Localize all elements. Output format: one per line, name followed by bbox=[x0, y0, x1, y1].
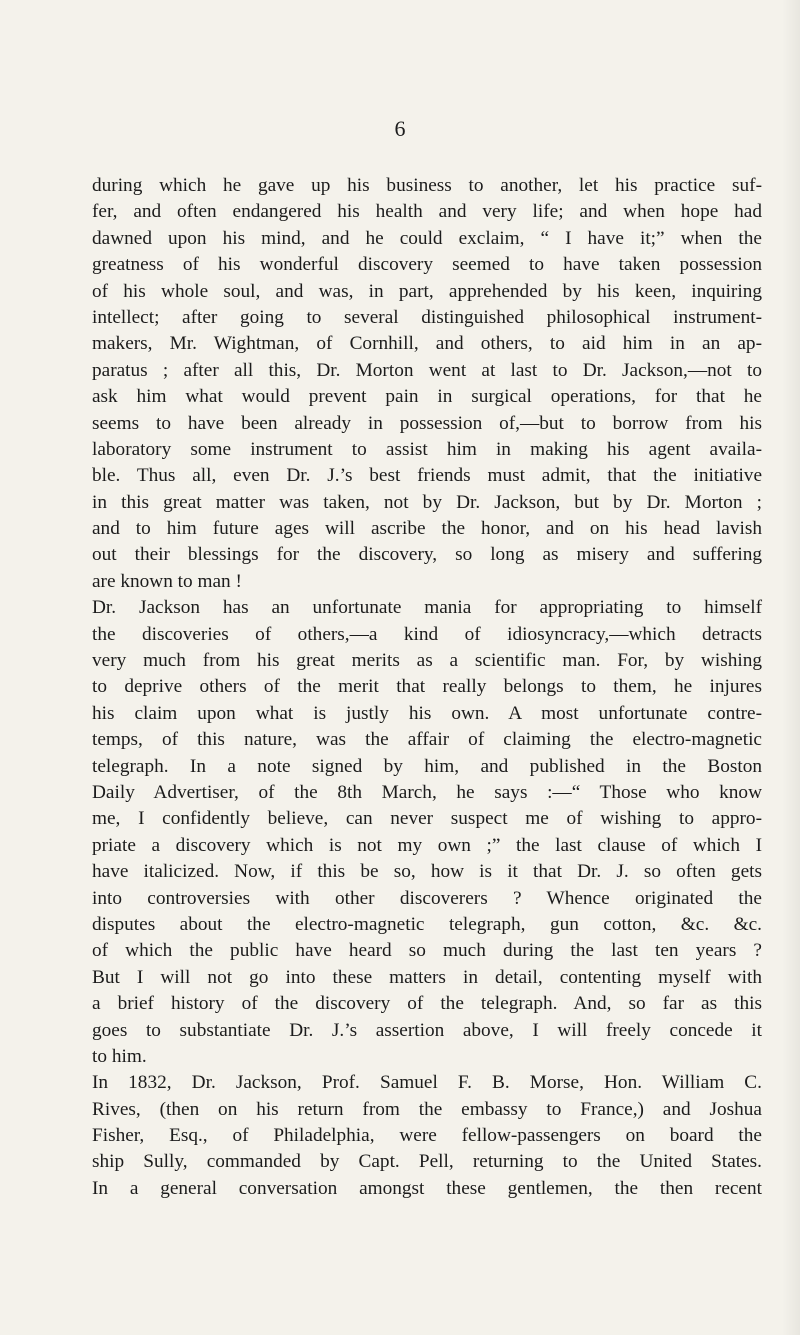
text-line: are known to man ! bbox=[92, 570, 242, 592]
text-line: Dr. Jackson has an unfortunate mania for appropriating to himself bbox=[92, 597, 762, 619]
text-line: his claim upon what is justly his own. A most unfortunate contre- bbox=[92, 702, 762, 724]
text-line: ble. Thus all, even Dr. J.’s best friends must admit, that the initiative bbox=[92, 465, 762, 487]
text-line: In 1832, Dr. Jackson, Prof. Samuel F. B. Morse, Hon. William C. bbox=[92, 1072, 762, 1094]
text-line: paratus ; after all this, Dr. Morton went at last to Dr. Jackson,—not to bbox=[92, 359, 762, 381]
body-text bbox=[92, 173, 762, 1202]
text-line: In a general conversation amongst these gentlemen, the then recent bbox=[92, 1177, 762, 1199]
text-line: out their blessings for the discovery, so long as misery and suffering bbox=[92, 544, 762, 566]
text-line: into controversies with other discoverers ? Whence originated the bbox=[92, 887, 762, 909]
text-line: goes to substantiate Dr. J.’s assertion above, I will freely concede it bbox=[92, 1019, 762, 1041]
page-edge-shadow bbox=[782, 0, 800, 1335]
text-line: ship Sully, commanded by Capt. Pell, returning to the United States. bbox=[92, 1151, 762, 1173]
text-line: to deprive others of the merit that really belongs to them, he injures bbox=[92, 676, 762, 698]
text-line: a brief history of the discovery of the telegraph. And, so far as this bbox=[92, 993, 762, 1015]
text-line: telegraph. In a note signed by him, and published in the Boston bbox=[92, 755, 762, 777]
text-line: and to him future ages will ascribe the honor, and on his head lavish bbox=[92, 518, 762, 540]
text-line: of his whole soul, and was, in part, apprehended by his keen, inquiring bbox=[92, 280, 762, 302]
text-line: Daily Advertiser, of the 8th March, he says :—“ Those who know bbox=[92, 781, 762, 803]
text-line: the discoveries of others,—a kind of idiosyncracy,—which detracts bbox=[92, 623, 762, 645]
text-line: very much from his great merits as a scientific man. For, by wishing bbox=[92, 650, 762, 672]
text-line: Rives, (then on his return from the embassy to France,) and Joshua bbox=[92, 1098, 762, 1120]
text-line: of which the public have heard so much during the last ten years ? bbox=[92, 940, 762, 962]
text-line: greatness of his wonderful discovery seemed to have taken possession bbox=[92, 254, 762, 276]
text-line: disputes about the electro-magnetic telegraph, gun cotton, &c. &c. bbox=[92, 913, 762, 935]
text-line: priate a discovery which is not my own ;” the last clause of which I bbox=[92, 834, 762, 856]
text-line: fer, and often endangered his health and very life; and when hope had bbox=[92, 201, 762, 223]
text-line: ask him what would prevent pain in surgical operations, for that he bbox=[92, 386, 762, 408]
text-line: me, I confidently believe, can never suspect me of wishing to appro- bbox=[92, 808, 762, 830]
text-line: to him. bbox=[92, 1045, 147, 1067]
page-number: 6 bbox=[394, 116, 406, 141]
text-line: But I will not go into these matters in detail, contenting myself with bbox=[92, 966, 762, 988]
text-line: during which he gave up his business to another, let his practice suf- bbox=[92, 175, 762, 196]
text-line: intellect; after going to several distinguished philosophical instrument- bbox=[92, 306, 762, 328]
text-line: dawned upon his mind, and he could exclaim, “ I have it;” when the bbox=[92, 227, 762, 249]
text-line: makers, Mr. Wightman, of Cornhill, and others, to aid him in an ap- bbox=[92, 333, 762, 355]
text-line: laboratory some instrument to assist him in making his agent availa- bbox=[92, 438, 762, 460]
text-line: seems to have been already in possession of,—but to borrow from his bbox=[92, 412, 762, 434]
text-line: temps, of this nature, was the affair of claiming the electro-magnetic bbox=[92, 729, 762, 751]
text-line: Fisher, Esq., of Philadelphia, were fellow-passengers on board the bbox=[92, 1125, 762, 1147]
text-line: have italicized. Now, if this be so, how is it that Dr. J. so often gets bbox=[92, 861, 762, 883]
text-line: in this great matter was taken, not by Dr. Jackson, but by Dr. Morton ; bbox=[92, 491, 762, 513]
